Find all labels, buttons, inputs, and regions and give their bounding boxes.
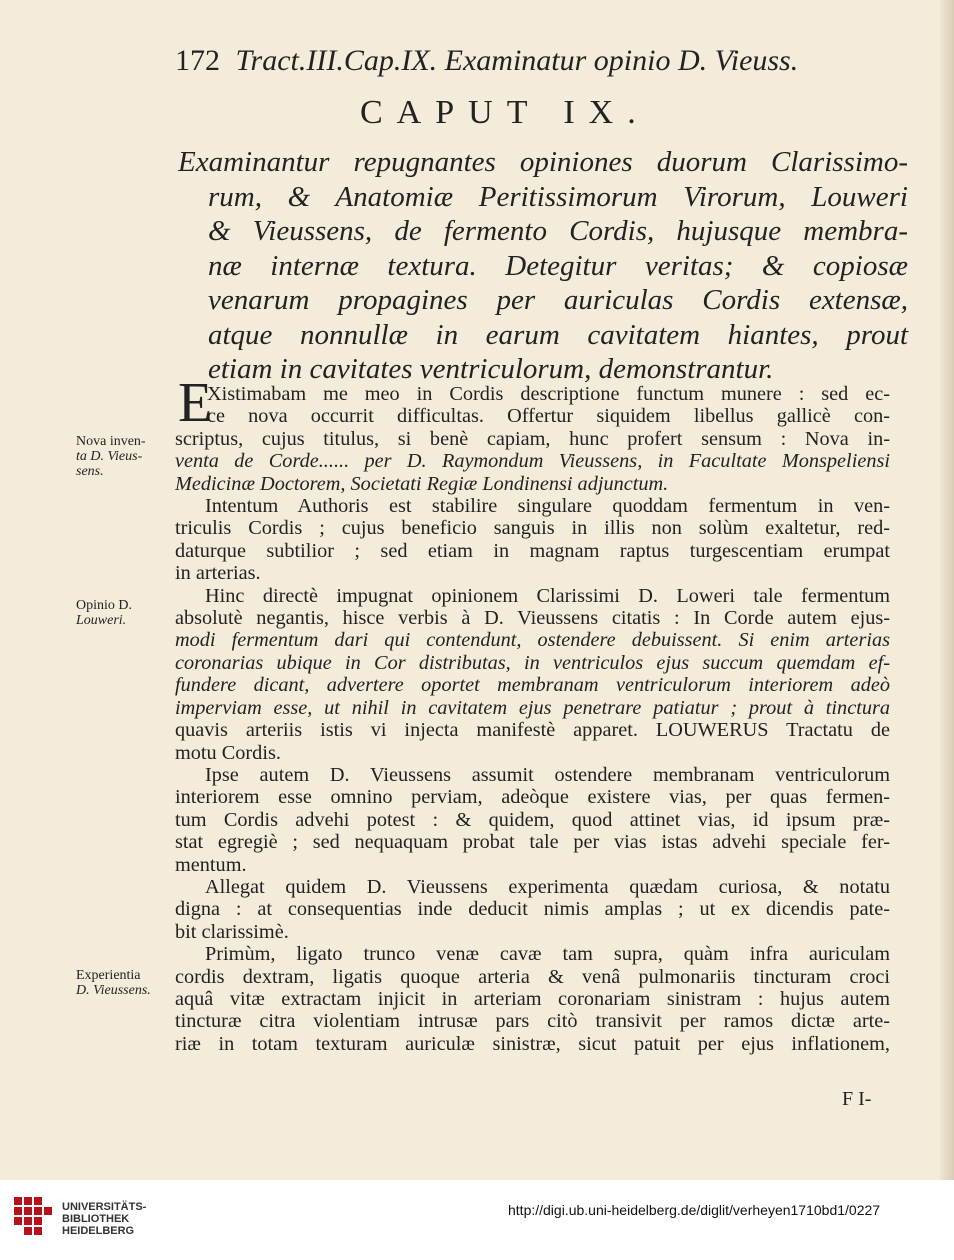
margin-note-experientia [76, 968, 174, 998]
summary-line: etiam in cavitates ventriculorum, demonstrantur. [208, 353, 774, 385]
body-line: digna : at consequentias inde deducit nimis amplas ; ut ex dicendis pate- [175, 898, 890, 921]
body-line: triculis Cordis ; cujus beneficio sanguis in illis non solùm exaltetur, red- [175, 517, 890, 540]
running-title: Tract.III.Cap.IX. Examinatur opinio D. Vieuss. [235, 44, 799, 77]
body-line: coronarias ubique in Cor distributas, in ventriculos ejus succum quemdam ef- [175, 651, 890, 674]
body-line: Medicinæ Doctorem, Societati Regiæ Londinensi adjunctum. [175, 472, 669, 495]
margin-note-line: Experientia [76, 968, 141, 983]
running-header [175, 44, 875, 78]
body-line: scriptus, cujus titulus, si benè capiam, hunc profert sensum : Nova in- [175, 427, 890, 450]
margin-note-opinio-louweri [76, 598, 174, 628]
summary-line: venarum propagines per auriculas Cordis extensæ, [208, 284, 908, 316]
university-library-logo-icon [14, 1197, 52, 1235]
body-line: motu Cordis. [175, 741, 281, 764]
source-url-link[interactable]: http://digi.ub.uni-heidelberg.de/diglit/verheyen1710bd1/0227 [508, 1202, 881, 1218]
body-line: absolutè negantis, hisce verbis à D. Vieussens citatis : In Corde autem ejus- [175, 607, 890, 630]
body-line: fundere dicant, advertere oportet membranam ventriculorum interiorem adeò [175, 674, 890, 697]
body-line: Xistimabam me meo in Cordis descriptione functum munere : sed ec- [207, 383, 890, 405]
margin-note-line: ta D. Vieus- [76, 449, 143, 464]
logo-text-line: UNIVERSITÄTS- [62, 1201, 147, 1213]
summary-line: atque nonnullæ in earum cavitatem hiantes, prout [208, 318, 908, 351]
body-line: Primùm, ligato trunco venæ cavæ tam supra, quàm infra auriculam [205, 943, 890, 966]
body-line: quavis arteriis istis vi injecta manifestè apparet. LOUWERUS Tractatu de [175, 719, 890, 742]
body-line: in arterias. [175, 562, 261, 585]
body-line: daturque subtilior ; sed etiam in magnam raptus turgescentiam erumpat [175, 539, 890, 562]
body-line: tum Cordis advehi potest : & quidem, quod attinet vias, id ipsum præ- [175, 808, 890, 831]
drop-cap: E [178, 372, 213, 434]
margin-note-line: Opinio D. [76, 598, 132, 613]
body-line: interiorem esse omnino perviam, adeòque existere vias, per quas fermen- [175, 786, 890, 809]
summary-line: næ internæ textura. Detegitur veritas; & copiosæ [208, 249, 908, 282]
body-line: venta de Corde...... per D. Raymondum Vieussens, in Facultate Monspeliensi [175, 450, 890, 473]
body-line: ce nova occurrit difficultas. Offertur siquidem libellus gallicè con- [207, 405, 890, 428]
chapter-title: CAPUT IX. [360, 94, 650, 131]
body-line: stat egregiè ; sed nequaquam probat tale per vias istas advehi speciale fer- [175, 831, 890, 854]
body-line: Intentum Authoris est stabilire singulare quoddam fermentum in ven- [205, 495, 890, 518]
body-line: Hinc directè impugnat opinionem Clarissimi D. Loweri tale fermentum [205, 584, 890, 607]
body-line: tincturæ citra violentiam intrusæ pars citò transivit per ramos dictæ arte- [175, 1010, 890, 1033]
body-line: cordis dextram, ligatis quoque arteria & venâ pulmonariis tincturam croci [175, 965, 890, 988]
body-text [175, 383, 890, 1055]
summary-line: Examinantur repugnantes opiniones duorum Clarissimo- [178, 146, 908, 178]
chapter-summary [178, 145, 908, 387]
body-line: riæ in totam texturam auriculæ sinistræ, sicut patuit per ejus inflationem, [175, 1032, 890, 1055]
logo-text-line: BIBLIOTHEK [62, 1213, 130, 1225]
summary-line: & Vieussens, de fermento Cordis, hujusque membra- [208, 215, 908, 247]
logo-text-line: HEIDELBERG [62, 1225, 135, 1237]
margin-note-line: sens. [76, 464, 104, 479]
body-line: aquâ vitæ extractam injicit in arteriam coronariam sinistram : hujus autem [175, 987, 890, 1010]
margin-note-line: D. Vieussens. [76, 983, 151, 998]
body-line: imperviam esse, ut nihil in cavitatem ejus penetrare patiatur ; prout à tinctura [175, 696, 890, 719]
summary-line: rum, & Anatomiæ Peritissimorum Virorum, Louweri [208, 180, 908, 213]
body-line: Allegat quidem D. Vieussens experimenta quædam curiosa, & notatu [205, 875, 890, 898]
body-line: Ipse autem D. Vieussens assumit ostendere membranam ventriculorum [205, 763, 890, 786]
catchword: F I- [842, 1088, 872, 1110]
margin-note-line: Nova inven- [76, 434, 146, 449]
page-edge-shadow [940, 0, 954, 1180]
body-line: bit clarissimè. [175, 920, 289, 943]
body-line: modi fermentum dari qui contendunt, ostendere debuissent. Si enim arterias [175, 629, 890, 652]
university-library-name [62, 1201, 146, 1237]
margin-note-nova-inventa [76, 434, 174, 479]
margin-note-line: Louweri. [76, 613, 127, 628]
page-number: 172 [175, 44, 220, 77]
body-line: mentum. [175, 853, 247, 876]
